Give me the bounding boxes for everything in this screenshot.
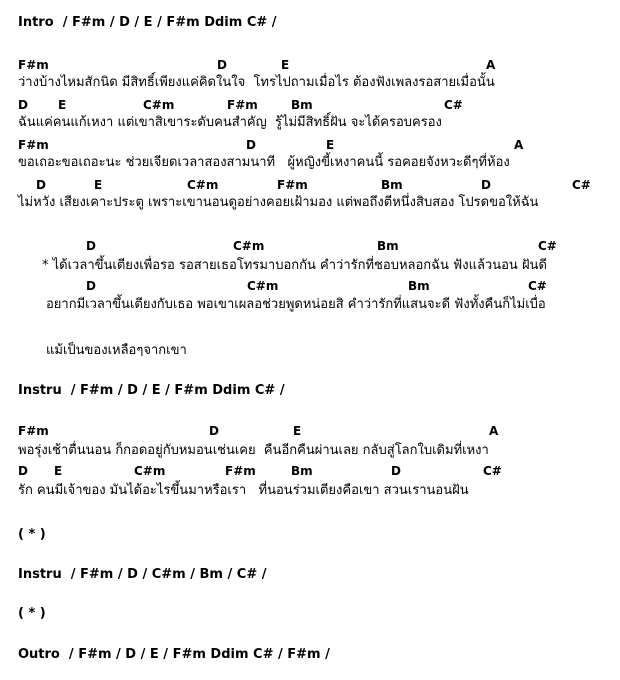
chord: F#m: [18, 138, 49, 152]
chord: D: [18, 464, 28, 478]
chord: C#m: [134, 464, 166, 478]
lyric-line: พอรุ่งเช้าตื่นนอน ก็กอดอยู่กับหมอนเช่นเคย คืนอีกคืนผ่านเลย กลับสู่โลกใบเดิมที่เหงา: [18, 443, 489, 458]
chord: E: [58, 98, 67, 112]
chord: D: [36, 178, 46, 192]
chord: C#: [528, 279, 547, 293]
chord: F#m: [227, 98, 258, 112]
chord: E: [54, 464, 63, 478]
lyric-line: อยากมีเวลาขึ้นเตียงกับเธอ พอเขาเผลอช่วยพูดหน่อยสิ คำว่ารักที่แสนจะดี ฟังทั้งคืนก็ไม่เบื่อ: [46, 297, 546, 312]
chord: A: [486, 58, 496, 72]
chord: Bm: [291, 98, 313, 112]
lyric-line: * ได้เวลาขึ้นเตียงเพื่อรอ รอสายเธอโทรมาบอกกัน คำว่ารักที่ชอบหลอกฉัน ฟังแล้วนอน ฝันดี: [42, 258, 547, 273]
lyric-line: รัก คนมีเจ้าของ มันได้อะไรขึ้นมาหรือเรา ที่นอนร่วมเตียงคือเขา สวนเรานอนฝัน: [18, 483, 469, 498]
intro-line: Intro / F#m / D / E / F#m Ddim C# /: [18, 15, 277, 30]
chord: Bm: [291, 464, 313, 478]
outro-line: Outro / F#m / D / E / F#m Ddim C# / F#m /: [18, 647, 330, 662]
chord: E: [281, 58, 290, 72]
instru-line: Instru / F#m / D / C#m / Bm / C# /: [18, 567, 267, 582]
chord: F#m: [18, 58, 49, 72]
chord: C#: [538, 239, 557, 253]
lyric-line: ขอเถอะขอเถอะนะ ช่วยเจียดเวลาสองสามนาที ผู้หญิงขี้เหงาคนนี้ รอคอยจังหวะดีๆที่ห้อง: [18, 155, 510, 170]
instru-line: Instru / F#m / D / E / F#m Ddim C# /: [18, 383, 285, 398]
chord: D: [217, 58, 227, 72]
chord: F#m: [18, 424, 49, 438]
chord: F#m: [225, 464, 256, 478]
repeat-marker: ( * ): [18, 527, 46, 542]
chord: D: [209, 424, 219, 438]
chord: Bm: [381, 178, 403, 192]
chord: E: [326, 138, 335, 152]
chord: D: [86, 279, 96, 293]
chord: C#m: [143, 98, 175, 112]
chord: Bm: [408, 279, 430, 293]
chord: E: [293, 424, 302, 438]
chord: D: [86, 239, 96, 253]
chord: D: [391, 464, 401, 478]
lyric-line: แม้เป็นของเหลือๆจากเขา: [46, 343, 187, 358]
chord: F#m: [277, 178, 308, 192]
chord: E: [94, 178, 103, 192]
chord: C#m: [187, 178, 219, 192]
chord: Bm: [377, 239, 399, 253]
chord: C#: [483, 464, 502, 478]
lyric-line: ฉันแค่คนแก้เหงา แต่เขาสิเขาระดับคนสำคัญ รู้ไม่มีสิทธิ์ฝัน จะได้ครอบครอง: [18, 115, 442, 130]
chord: C#: [572, 178, 591, 192]
chord: D: [18, 98, 28, 112]
chord: A: [489, 424, 499, 438]
lyric-line: ไม่หวัง เสียงเคาะประตู เพราะเขานอนดูอย่างคอยเฝ้ามอง แต่พอถึงตีหนึ่งสิบสอง โปรดขอให้ฉัน: [18, 195, 539, 210]
chord: C#: [444, 98, 463, 112]
lyric-line: ว่างบ้างไหมสักนิด มีสิทธิ์เพียงแค่คิดในใจ โทรไปถามเมื่อไร ต้องฟังเพลงรอสายเมื่อนั้น: [18, 75, 495, 90]
chord: D: [246, 138, 256, 152]
chord: D: [481, 178, 491, 192]
chord: C#m: [233, 239, 265, 253]
chord: C#m: [247, 279, 279, 293]
chord: A: [514, 138, 524, 152]
repeat-marker: ( * ): [18, 606, 46, 621]
